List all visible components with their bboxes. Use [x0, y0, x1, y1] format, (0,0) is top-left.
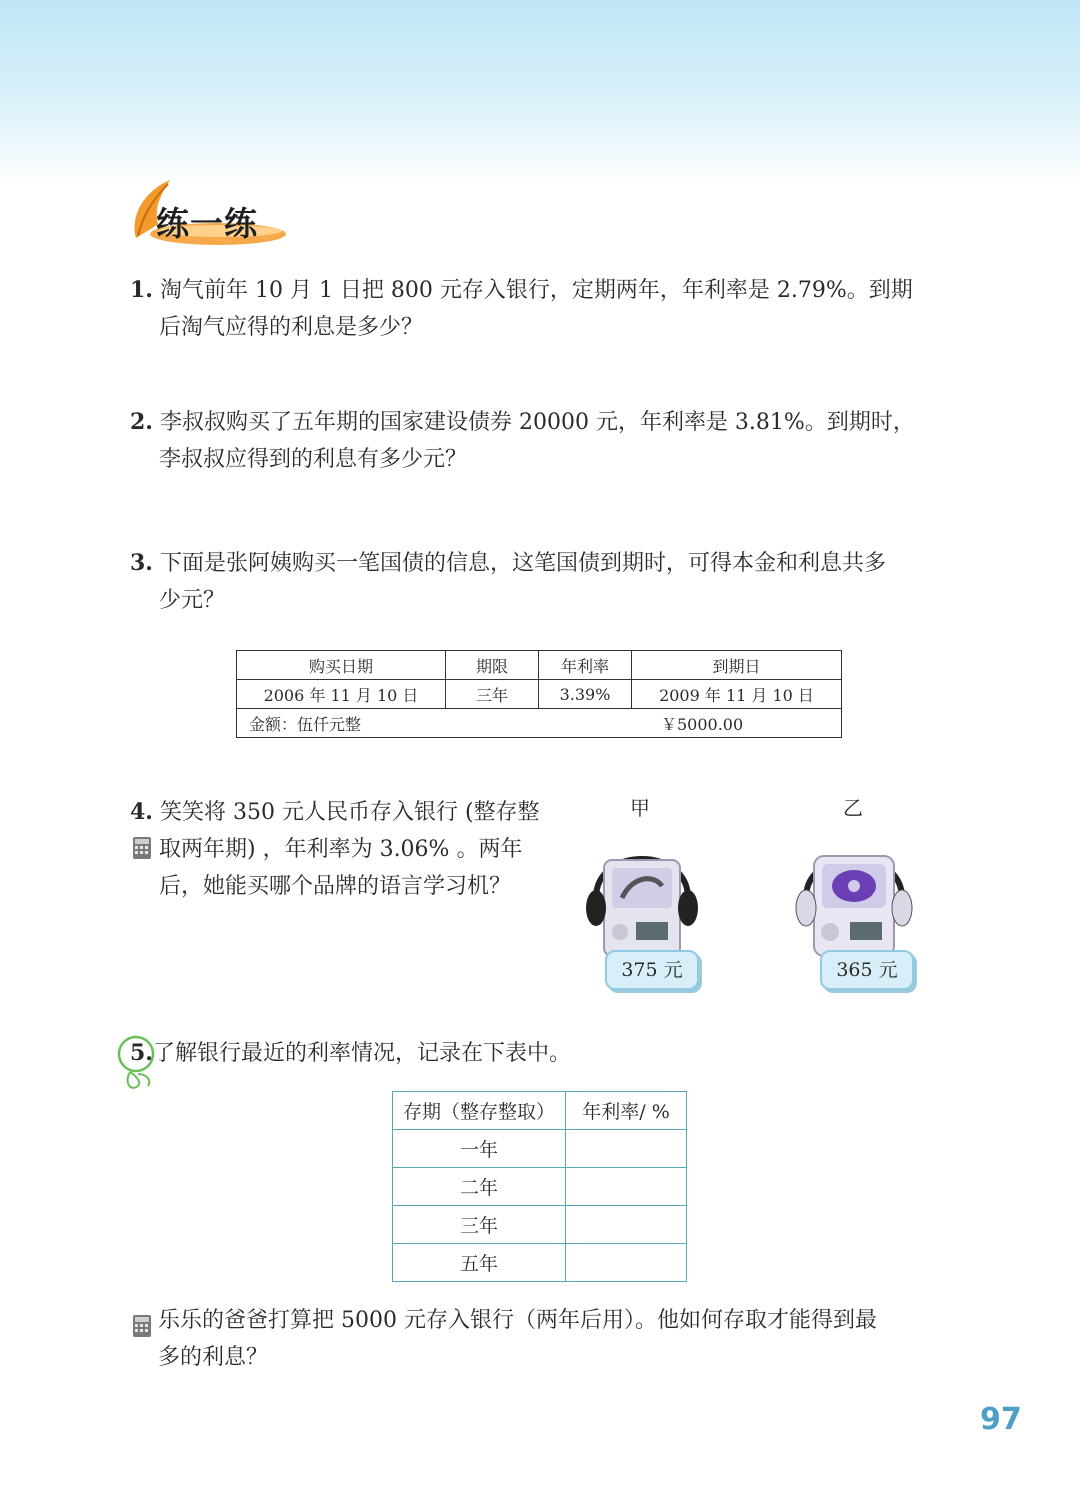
amount-value: ￥5000.00 [661, 714, 744, 734]
table-header: 到期日 [632, 651, 842, 680]
section-title: 练一练 [156, 204, 258, 243]
amount-row [237, 709, 842, 738]
price-tag: 375 元 [605, 950, 699, 990]
question-text: 李叔叔应得到的利息有多少元？ [159, 447, 468, 472]
blank-cell [566, 1244, 687, 1282]
page-number: 97 [980, 1402, 1022, 1437]
question-2 [130, 404, 950, 478]
question-5 [130, 1035, 950, 1072]
section-heading [128, 178, 288, 250]
question-number: 3. [130, 550, 153, 576]
table-cell: 一年 [393, 1130, 566, 1168]
question-4 [130, 794, 570, 905]
table-cell: 五年 [393, 1244, 566, 1282]
table-cell: 2009 年 11 月 10 日 [632, 680, 842, 709]
table-cell: 2006 年 11 月 10 日 [237, 680, 446, 709]
product-label: 甲 [630, 796, 650, 820]
bond-info-table [236, 650, 842, 738]
table-header: 购买日期 [237, 651, 446, 680]
table-cell: 二年 [393, 1168, 566, 1206]
blank-cell [566, 1130, 687, 1168]
table-header: 期限 [446, 651, 539, 680]
price-tag: 365 元 [820, 950, 914, 990]
question-3 [130, 545, 950, 619]
table-cell: 三年 [446, 680, 539, 709]
language-learning-machine-a [582, 826, 702, 962]
product-label: 乙 [843, 796, 863, 820]
question-number: 2. [130, 409, 153, 435]
table-header: 存期（整存整取） [393, 1092, 566, 1130]
question-1 [130, 272, 950, 346]
question-text: 取两年期) ，年利率为 3.06% 。两年 [159, 837, 523, 862]
question-text: 后，她能买哪个品牌的语言学习机？ [159, 874, 512, 899]
calculator-icon [132, 1314, 152, 1338]
question-text: 淘气前年 10 月 1 日把 800 元存入银行，定期两年，年利率是 2.79%。到期 [159, 278, 913, 303]
language-learning-machine-b [792, 826, 916, 962]
question-number: 4. [130, 799, 153, 825]
question-text: 少元？ [159, 588, 226, 613]
blank-cell [566, 1206, 687, 1244]
question-6 [158, 1302, 978, 1376]
table-header: 年利率 [539, 651, 632, 680]
blank-cell [566, 1168, 687, 1206]
question-text: 李叔叔购买了五年期的国家建设债券 20000 元，年利率是 3.81%。到期时， [159, 410, 915, 435]
question-text: 乐乐的爸爸打算把 5000 元存入银行（两年后用）。他如何存取才能得到最 [158, 1308, 877, 1333]
interest-rate-table [392, 1091, 687, 1282]
table-cell: 三年 [393, 1206, 566, 1244]
question-text: 下面是张阿姨购买一笔国债的信息，这笔国债到期时，可得本金和利息共多 [159, 551, 886, 576]
calculator-icon [132, 836, 152, 860]
question-number: 5. [130, 1040, 153, 1066]
top-gradient-band [0, 0, 1080, 185]
question-text: 后淘气应得的利息是多少？ [159, 315, 424, 340]
table-header: 年利率/ % [566, 1092, 687, 1130]
question-text: 多的利息？ [158, 1345, 269, 1370]
question-text: 了解银行最近的利率情况，记录在下表中。 [152, 1041, 571, 1066]
table-cell: 3.39% [539, 680, 632, 709]
amount-label: 金额：伍仟元整 [249, 714, 362, 734]
question-number: 1. [130, 277, 153, 303]
question-text: 笑笑将 350 元人民币存入银行 (整存整 [159, 800, 540, 825]
